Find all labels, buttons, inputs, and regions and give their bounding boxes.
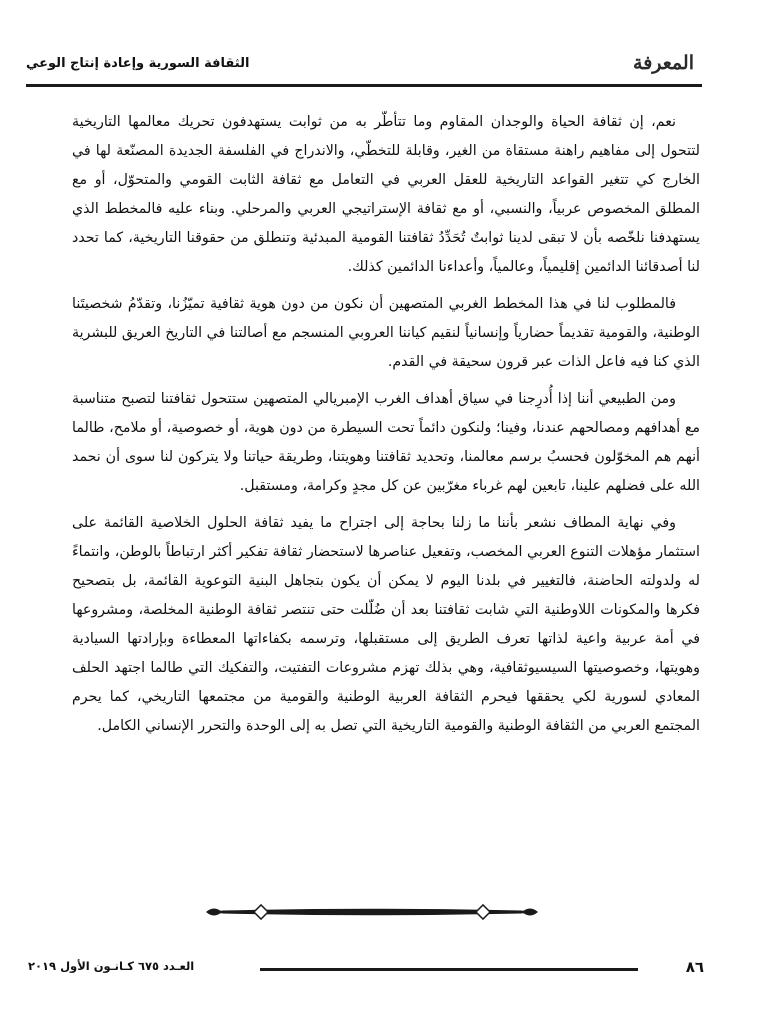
paragraph-1: نعم، إن ثقافة الحياة والوجدان المقاوم وما تتأطّر به من ثوابت يستهدفون تحريك معالمها التاريخية لتتحول إلى مفاهيم راهنة مستقاة من الغير، وقابلة للتخطّي، والاندراج في الفلسفة الجديدة المصنّعة لها في الخارج كي تتغير القواعد التاريخية للعقل العربي في التعامل مع ثقافة الثابت القومي والمتحوّل، أو مع المطلق المخصوص عربياً، والنسبي، أو مع ثقافة الإستراتيجي العربي والمرحلي. وبناء عليه فالمخطط الذي يستهدفنا نلخّصه بأن لا تبقى لدينا ثوابتٌ تُحَدِّدُ ثقافتنا القومية المبدئية وتنطلق من حقوقنا التاريخية، كما تحدد لنا أصدقائنا الدائمين إقليمياً، وعالمياً، وأعداءنا الدائمين كذلك. xyxy=(72,114,700,275)
page-header xyxy=(26,52,702,87)
section-end-ornament xyxy=(204,900,540,924)
issue-info: العـدد ٦٧٥ كـانـون الأول ٢٠١٩ xyxy=(28,959,195,973)
article-body xyxy=(72,108,700,749)
paragraph-2: فالمطلوب لنا في هذا المخطط الغربي المتصهين أن نكون من دون هوية ثقافية تميّزُنا، وتقدّمُ شخصيتَنا الوطنية، والقومية تقديماً حضارياً وإنسانياً لنقيم كياننا العروبي المنسجم مع أصالتنا في التاريخ العريق للبشرية الذي كنا فيه فاعل الذات عبر قرون سحيقة في القدم. xyxy=(72,296,700,370)
footer-rule xyxy=(260,968,638,971)
magazine-logo: المعرفة xyxy=(633,52,694,74)
page-number: ٨٦ xyxy=(685,958,704,976)
paragraph-3: ومن الطبيعي أننا إذا أُدرِجنا في سياق أهداف الغرب الإمبريالي المتصهين ستتحول ثقافتنا لتصبح متناسبة مع أهدافهم ومصالحهم عندنا، وفينا؛ ولنكون دائماً تحت السيطرة من دون هوية، أو خصوصية، أو ملامح، طالما أنهم هم المخوّلون فحسبُ برسم معالمنا، وتحديد ثقافتنا وهويتنا، وطريقة حياتنا ولا يتركون لنا سوى أن نحمد الله على فضلهم علينا، تابعين لهم غرباء مغرّبين عن كل مجدٍ وكرامة، ومستقبل. xyxy=(72,391,700,494)
running-header-title: الثقافة السورية وإعادة إنتاج الوعي xyxy=(26,56,250,71)
page-footer xyxy=(28,958,704,988)
paragraph-4: وفي نهاية المطاف نشعر بأننا ما زلنا بحاجة إلى اجتراح ما يفيد ثقافة الحلول الخلاصية القائمة على استثمار مؤهلات التنوع العربي المخصب، وتفعيل عناصرها لاستحضار ثقافة تفكير أكثر ارتباطاً بالوطن، وانتماءً له ولدولته الحاضنة، فالتغيير في بلدنا اليوم لا يمكن أن يكون بتجاهل البنية التوعوية القائمة، بل بتصحيح فكرها والمكونات اللاوطنية التي شابت ثقافتنا بعد أن ضُلّلت حتى تنتصر ثقافة الوطنية المخلصة، ومشروعها في أمة عربية واعية لذاتها تعرف الطريق إلى مستقبلها، وترسمه بكفاءاتها المعطاءة وبإرادتها السيادية وهويتها، وخصوصيتها السيسيوثقافية، وهي بذلك تهزم مشروعات التفتيت، والتفكيك التي طالما اجتهد الحلف المعادي لسورية لكي يحققها فيحرم الثقافة العربية الوطنية والقومية من مجتمعها التاريخي، كما يحرم المجتمع العربي من الثقافة الوطنية والقومية التاريخية التي تصل به إلى الوحدة والتحرر الإنساني الكامل. xyxy=(72,515,700,734)
